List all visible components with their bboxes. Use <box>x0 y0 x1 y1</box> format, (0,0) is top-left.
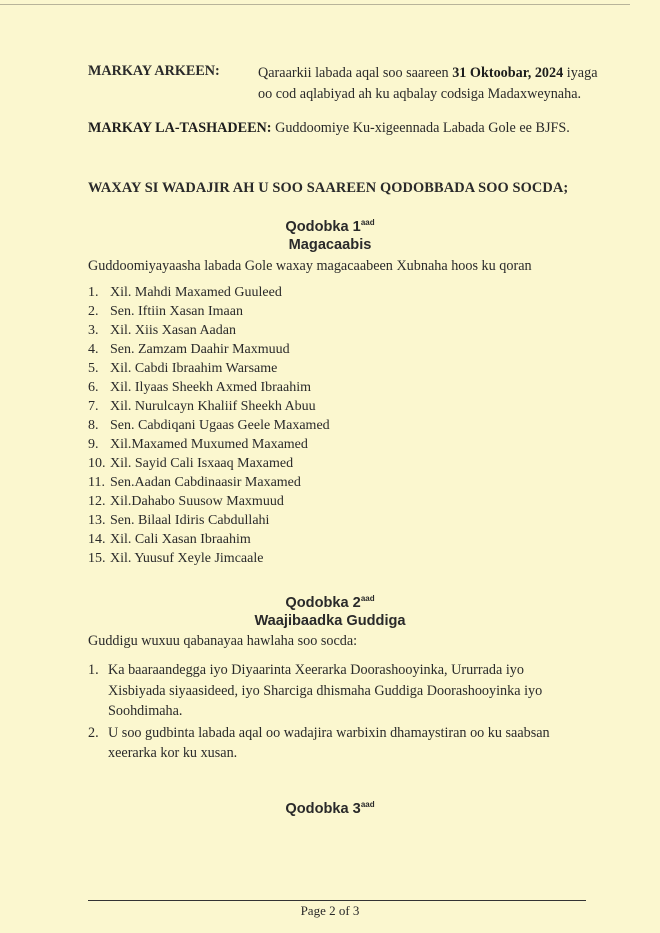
arkeen-text-1: Qaraarkii labada aqal soo saareen <box>258 65 449 81</box>
list-item <box>88 492 330 511</box>
article1-title-sup: aad <box>360 218 375 227</box>
member-name: Xil. Xiis Xasan Aadan <box>110 323 236 338</box>
list-item <box>88 660 568 722</box>
member-name: Xil. Sayid Cali Isxaaq Maxamed <box>110 456 294 471</box>
list-item-number: 15. <box>88 551 106 566</box>
tashadeen-label: MARKAY LA-TASHADEEN: <box>88 120 272 136</box>
member-name: Sen. Iftiin Xasan Imaan <box>110 304 243 319</box>
member-name: Xil.Maxamed Muxumed Maxamed <box>110 437 308 452</box>
tashadeen-text: Guddoomiye Ku-xigeennada Labada Gole ee BJFS. <box>275 120 570 136</box>
list-item-number: 9. <box>88 437 99 452</box>
member-name: Xil. Mahdi Maxamed Guuleed <box>110 285 282 300</box>
list-item <box>88 397 330 416</box>
arkeen-date: 31 Oktoobar, 2024 <box>452 65 564 81</box>
member-name: Xil.Dahabo Suusow Maxmuud <box>110 494 284 509</box>
list-item <box>88 435 330 454</box>
duties-list <box>88 660 568 765</box>
article3-title <box>0 800 660 817</box>
article1-subtitle: Magacaabis <box>288 237 372 253</box>
member-name: Sen. Zamzam Daahir Maxmuud <box>110 342 290 357</box>
arkeen-text <box>258 63 598 105</box>
article1-title-text: Qodobka 1 <box>285 218 361 235</box>
list-item <box>88 723 568 764</box>
article2-title <box>0 594 660 611</box>
article3-title-text: Qodobka 3 <box>285 800 361 817</box>
members-list <box>88 283 330 568</box>
arkeen-label: MARKAY ARKEEN: <box>88 63 220 79</box>
article2-title-sup: aad <box>360 594 375 603</box>
article1-title <box>0 218 660 235</box>
member-name: Xil. Cali Xasan Ibraahim <box>110 532 251 547</box>
list-item-number: 1. <box>88 662 99 678</box>
footer-rule <box>88 900 586 901</box>
list-item <box>88 473 330 492</box>
list-item <box>88 378 330 397</box>
list-item-number: 10. <box>88 456 106 471</box>
page-number: Page 2 of 3 <box>300 903 360 918</box>
list-item <box>88 530 330 549</box>
list-item-number: 13. <box>88 513 106 528</box>
list-item <box>88 549 330 568</box>
article1-intro: Guddoomiyayaasha labada Gole waxay magacaabeen Xubnaha hoos ku qoran <box>88 258 532 274</box>
article2-intro: Guddigu wuxuu qabanayaa hawlaha soo socda: <box>88 633 358 649</box>
list-item <box>88 321 330 340</box>
arkeen-text-2: iyaga oo cod aqlabiyad ah ku aqbalay codsiga Madaxweynaha. <box>258 65 598 102</box>
list-item-number: 2. <box>88 304 99 319</box>
member-name: Sen. Cabdiqani Ugaas Geele Maxamed <box>110 418 330 433</box>
member-name: Xil. Cabdi Ibraahim Warsame <box>110 361 278 376</box>
list-item-number: 14. <box>88 532 106 547</box>
list-item-number: 5. <box>88 361 99 376</box>
list-item <box>88 416 330 435</box>
member-name: Xil. Yuusuf Xeyle Jimcaale <box>110 551 264 566</box>
list-item <box>88 359 330 378</box>
list-item <box>88 302 330 321</box>
list-item-number: 11. <box>88 475 105 490</box>
list-item-number: 2. <box>88 724 99 741</box>
list-item-number: 4. <box>88 342 99 357</box>
article2-title-text: Qodobka 2 <box>285 594 361 611</box>
member-name: Sen.Aadan Cabdinaasir Maxamed <box>110 475 301 490</box>
tashadeen-line <box>88 120 570 137</box>
list-item-number: 12. <box>88 494 106 509</box>
list-item-number: 1. <box>88 285 99 300</box>
duty-text: Ka baaraandegga iyo Diyaarinta Xeerarka Doorashooyinka, Ururrada iyo Xisbiyada siyaasideed, iyo Sharciga dhismaha Guddiga Doorashooyinka iyo Soohdimaha. <box>108 662 543 719</box>
main-heading: WAXAY SI WADAJIR AH U SOO SAAREEN QODOBBADA SOO SOCDA; <box>88 180 569 196</box>
list-item-number: 3. <box>88 323 99 338</box>
member-name: Xil. Ilyaas Sheekh Axmed Ibraahim <box>110 380 312 395</box>
article3-title-sup: aad <box>360 800 375 809</box>
member-name: Xil. Nurulcayn Khaliif Sheekh Abuu <box>110 399 316 414</box>
member-name: Sen. Bilaal Idiris Cabdullahi <box>110 513 270 528</box>
list-item-number: 7. <box>88 399 99 414</box>
top-rule <box>0 4 630 5</box>
duty-text: U soo gudbinta labada aqal oo wadajira warbixin dhamaystiran oo ku saabsan xeerarka kor ku xusan. <box>108 724 550 761</box>
list-item <box>88 454 330 473</box>
list-item-number: 8. <box>88 418 99 433</box>
list-item <box>88 511 330 530</box>
list-item-number: 6. <box>88 380 99 395</box>
list-item <box>88 283 330 302</box>
list-item <box>88 340 330 359</box>
article2-subtitle: Waajibaadka Guddiga <box>254 613 406 629</box>
